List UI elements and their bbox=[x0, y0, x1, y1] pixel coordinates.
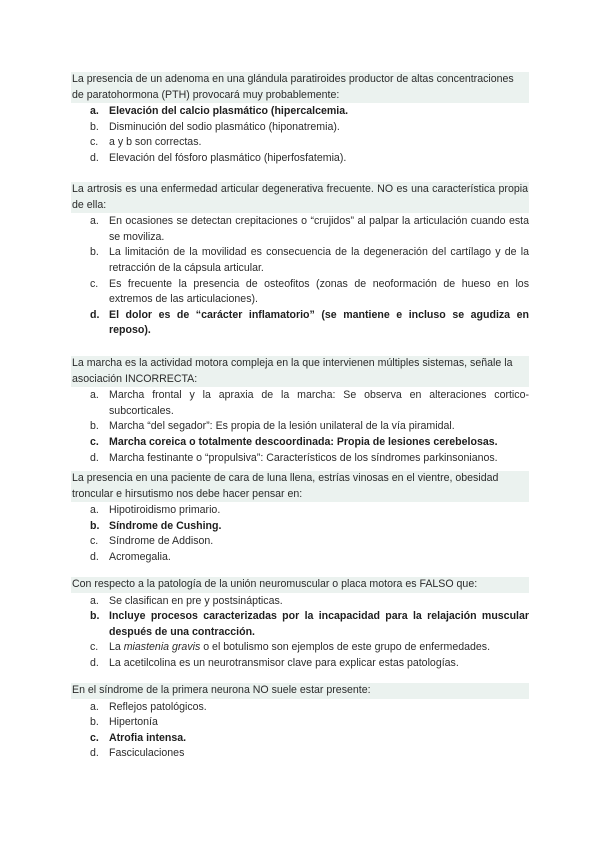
option-c bbox=[71, 731, 529, 747]
option-text: Marcha coreica o totalmente descoordinada: Propia de lesiones cerebelosas. bbox=[109, 435, 498, 448]
option-a bbox=[71, 594, 529, 610]
option-text: Hipotiroidismo primario. bbox=[109, 504, 221, 517]
option-text: Síndrome de Addison. bbox=[109, 535, 214, 548]
option-text-post: o el botulismo son ejemplos de este grupo de enfermedades. bbox=[200, 641, 491, 654]
option-letter: c. bbox=[90, 535, 99, 548]
option-b bbox=[71, 715, 529, 731]
question-stem: En el síndrome de la primera neurona NO suele estar presente: bbox=[71, 683, 529, 699]
option-a bbox=[71, 214, 529, 245]
option-text: Reflejos patológicos. bbox=[109, 700, 207, 713]
option-letter: a. bbox=[90, 594, 99, 607]
option-text: Acromegalia. bbox=[109, 550, 171, 563]
question-2 bbox=[71, 182, 529, 339]
option-a bbox=[71, 503, 529, 519]
option-a bbox=[71, 104, 529, 120]
option-b bbox=[71, 419, 529, 435]
question-1 bbox=[71, 72, 529, 167]
option-d bbox=[71, 656, 529, 672]
option-text: Disminución del sodio plasmático (hiponatremia). bbox=[109, 120, 340, 133]
option-text: Incluye procesos caracterizadas por la incapacidad para la relajación muscular después de una contracción. bbox=[109, 610, 529, 638]
option-d bbox=[71, 308, 529, 339]
option-letter: c. bbox=[90, 136, 99, 149]
option-text: Se clasifican en pre y postsinápticas. bbox=[109, 594, 283, 607]
option-b bbox=[71, 120, 529, 136]
option-text: Atrofia intensa. bbox=[109, 731, 187, 744]
option-letter: b. bbox=[90, 120, 99, 133]
option-b bbox=[71, 519, 529, 535]
option-text: En ocasiones se detectan crepitaciones o “crujidos” al palpar la articulación cuando esta se moviliza. bbox=[109, 215, 529, 243]
option-letter: b. bbox=[90, 420, 99, 433]
option-letter: d. bbox=[90, 151, 99, 164]
option-letter: a. bbox=[90, 389, 99, 402]
options-list bbox=[71, 214, 529, 339]
option-letter: c. bbox=[90, 641, 99, 654]
option-a bbox=[71, 700, 529, 716]
option-letter: c. bbox=[90, 277, 99, 290]
option-c bbox=[71, 534, 529, 550]
question-stem: Con respecto a la patología de la unión neuromuscular o placa motora es FALSO que: bbox=[71, 577, 529, 593]
question-5 bbox=[71, 577, 529, 672]
option-text: Marcha “del segador”: Es propia de la lesión unilateral de la vía piramidal. bbox=[109, 420, 455, 433]
option-text: Marcha festinante o “propulsiva”: Característicos de los síndromes parkinsonianos. bbox=[109, 451, 498, 464]
option-a bbox=[71, 388, 529, 419]
option-d bbox=[71, 451, 529, 467]
option-text: Es frecuente la presencia de osteofitos (zonas de neoformación de hueso en los extremos de las articulaciones). bbox=[109, 277, 529, 306]
option-letter: b. bbox=[90, 716, 99, 729]
option-letter: d. bbox=[90, 656, 99, 669]
option-letter: c. bbox=[90, 731, 99, 744]
option-letter: d. bbox=[90, 451, 99, 464]
option-text: La acetilcolina es un neurotransmisor clave para explicar estas patologías. bbox=[109, 656, 459, 669]
option-text: Hipertonía bbox=[109, 716, 158, 729]
options-list bbox=[71, 503, 529, 565]
option-text: La limitación de la movilidad es consecuencia de la degeneración del cartílago y de la retracción de la cápsula articular. bbox=[109, 246, 529, 274]
option-text-pre: La bbox=[109, 641, 124, 654]
option-c bbox=[71, 640, 529, 656]
option-b bbox=[71, 609, 529, 640]
options-list bbox=[71, 104, 529, 166]
option-text: El dolor es de “carácter inflamatorio” (se mantiene e incluso se agudiza en reposo). bbox=[109, 308, 529, 337]
option-c bbox=[71, 277, 529, 308]
option-letter: d. bbox=[90, 747, 99, 760]
option-letter: a. bbox=[90, 215, 99, 228]
option-letter: b. bbox=[90, 610, 100, 623]
option-d bbox=[71, 550, 529, 566]
option-text-italic: miastenia gravis bbox=[123, 641, 201, 654]
option-text: Marcha frontal y la apraxia de la marcha: Se observa en alteraciones cortico-subcorticales. bbox=[109, 389, 529, 417]
option-text: Elevación del fósforo plasmático (hiperfosfatemia). bbox=[109, 151, 347, 164]
option-letter: b. bbox=[90, 246, 99, 259]
option-text: Fasciculaciones bbox=[109, 747, 185, 760]
option-letter: c. bbox=[90, 435, 99, 448]
option-letter: d. bbox=[90, 550, 99, 563]
options-list bbox=[71, 700, 529, 762]
question-3 bbox=[71, 356, 529, 466]
option-b bbox=[71, 245, 529, 276]
option-letter: a. bbox=[90, 504, 99, 517]
option-letter: d. bbox=[90, 308, 100, 321]
options-list bbox=[71, 594, 529, 672]
question-stem: La presencia en una paciente de cara de luna llena, estrías vinosas en el vientre, obesidad troncular e hirsutismo nos debe hacer pensar en: bbox=[71, 471, 529, 502]
option-text: Síndrome de Cushing. bbox=[109, 519, 222, 532]
option-d bbox=[71, 746, 529, 762]
option-letter: a. bbox=[90, 105, 99, 118]
option-text: Elevación del calcio plasmático (hipercalcemia. bbox=[109, 105, 349, 118]
question-stem: La marcha es la actividad motora compleja en la que intervienen múltiples sistemas, señale la asociación INCORRECTA: bbox=[71, 356, 529, 387]
option-d bbox=[71, 151, 529, 167]
option-c bbox=[71, 135, 529, 151]
question-stem: La artrosis es una enfermedad articular degenerativa frecuente. NO es una característica propia de ella: bbox=[71, 182, 529, 213]
option-letter: a. bbox=[90, 700, 99, 713]
question-4 bbox=[71, 471, 529, 566]
option-letter: b. bbox=[90, 519, 100, 532]
option-c bbox=[71, 435, 529, 451]
option-text: a y b son correctas. bbox=[109, 136, 202, 149]
question-stem: La presencia de un adenoma en una glándula paratiroides productor de altas concentraciones de paratohormona (PTH) provocará muy probablemente: bbox=[71, 72, 529, 103]
options-list bbox=[71, 388, 529, 466]
question-6 bbox=[71, 683, 529, 762]
